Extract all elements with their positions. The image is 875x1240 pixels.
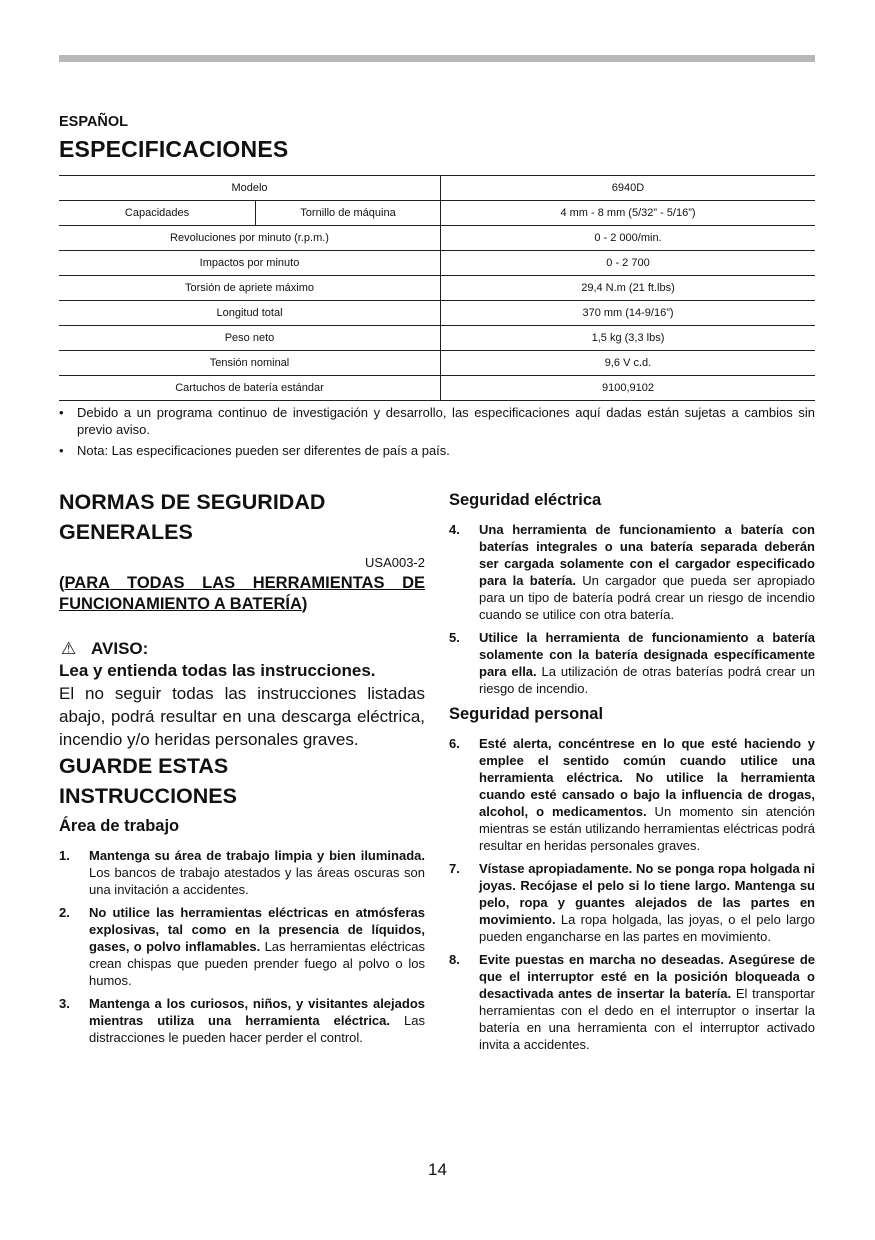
- item-number: 8.: [449, 952, 460, 967]
- list-item: [449, 951, 815, 1053]
- table-row: [59, 226, 815, 251]
- warning-label: AVISO:: [91, 639, 149, 658]
- note-text: Nota: Las especificaciones pueden ser diferentes de país a país.: [77, 443, 450, 458]
- spec-label: Tensión nominal: [59, 351, 441, 376]
- right-column: [449, 489, 815, 1059]
- spec-label: Torsión de apriete máximo: [59, 276, 441, 301]
- spec-sublabel: Tornillo de máquina: [256, 201, 441, 226]
- note-text: Debido a un programa continuo de investigación y desarrollo, las especificaciones aquí dadas están sujetas a cambios sin previo aviso.: [77, 405, 815, 437]
- warning-text: El no seguir todas las instrucciones listadas abajo, podrá resultar en una descarga eléctrica, incendio y/o heridas personales graves.: [59, 684, 425, 749]
- table-row: [59, 251, 815, 276]
- save-instructions-title: [59, 751, 425, 811]
- item-bold: No utilice las herramientas eléctricas en atmósferas explosivas, tal como en la presencia de líquidos, gases, o polvo inflamables.: [89, 905, 425, 954]
- table-row: [59, 201, 815, 226]
- spec-value: 29,4 N.m (21 ft.lbs): [441, 276, 816, 301]
- note-item: [59, 442, 815, 459]
- work-area-heading: Área de trabajo: [59, 817, 180, 835]
- table-row: [59, 376, 815, 401]
- bullet-icon: •: [59, 443, 64, 458]
- language-label: ESPAÑOL: [59, 114, 129, 130]
- safety-title-line1: NORMAS DE SEGURIDAD: [59, 490, 326, 514]
- list-item: [59, 995, 425, 1046]
- spec-notes: [59, 404, 815, 463]
- list-item: [59, 847, 425, 898]
- bullet-icon: •: [59, 405, 64, 420]
- spec-value: 6940D: [441, 176, 816, 201]
- item-number: 3.: [59, 996, 70, 1011]
- item-text: La ropa holgada, las joyas, o el pelo largo pueden engancharse en las partes en movimiento.: [479, 912, 815, 944]
- list-item: [449, 860, 815, 945]
- item-number: 2.: [59, 905, 70, 920]
- warning-triangle-icon: ⚠: [61, 639, 77, 658]
- specifications-title: ESPECIFICACIONES: [59, 136, 289, 162]
- item-bold: Evite puestas en marcha no deseadas. Asegúrese de que el interruptor esté en la posición bloqueada o desactivada antes de insertar la batería.: [479, 952, 815, 1001]
- work-area-list: [59, 847, 425, 1046]
- spec-label: Impactos por minuto: [59, 251, 441, 276]
- personal-safety-heading: Seguridad personal: [449, 705, 604, 723]
- spec-label: Revoluciones por minuto (r.p.m.): [59, 226, 441, 251]
- warning-block: [59, 639, 425, 751]
- left-column: [59, 487, 425, 1052]
- item-number: 6.: [449, 736, 460, 751]
- item-bold: Una herramienta de funcionamiento a batería con baterías integrales o una batería separada deberán ser cargada solamente con el cargador especificado para la batería.: [479, 522, 815, 588]
- item-text: Los bancos de trabajo atestados y las áreas oscuras son una invitación a accidentes.: [89, 865, 425, 897]
- spec-value: 0 - 2 700: [441, 251, 816, 276]
- item-text: Las herramientas eléctricas crean chispas que pueden prender fuego al polvo o los humos.: [89, 939, 425, 988]
- table-row: [59, 276, 815, 301]
- note-item: [59, 404, 815, 438]
- paren-open: (: [59, 574, 65, 592]
- safety-title: [59, 487, 425, 547]
- warning-heading: [59, 639, 425, 659]
- spec-value: 0 - 2 000/min.: [441, 226, 816, 251]
- list-item: [449, 629, 815, 697]
- list-item: [59, 904, 425, 989]
- warning-bold-text: Lea y entienda todas las instrucciones.: [59, 661, 376, 680]
- spec-value: 9,6 V c.d.: [441, 351, 816, 376]
- item-bold: Mantenga su área de trabajo limpia y bien iluminada.: [89, 848, 425, 863]
- table-row: [59, 176, 815, 201]
- item-number: 1.: [59, 848, 70, 863]
- item-number: 5.: [449, 630, 460, 645]
- electrical-safety-heading: Seguridad eléctrica: [449, 491, 602, 509]
- spec-label: Modelo: [59, 176, 441, 201]
- item-number: 4.: [449, 522, 460, 537]
- spec-value: 1,5 kg (3,3 lbs): [441, 326, 816, 351]
- document-code: USA003-2: [365, 555, 425, 570]
- item-bold: Utilice la herramienta de funcionamiento a batería solamente con la batería designada específicamente para ella.: [479, 630, 815, 679]
- spec-value: 4 mm - 8 mm (5/32” - 5/16”): [441, 201, 816, 226]
- electrical-safety-list: [449, 521, 815, 697]
- top-rule: [59, 55, 815, 62]
- list-item: [449, 735, 815, 854]
- item-text: Un momento sin atención mientras se están utilizando herramientas eléctricas podrá resultar en heridas personales graves.: [479, 804, 816, 853]
- item-text: Las distracciones le pueden hacer perder el control.: [89, 1013, 425, 1045]
- save-line2: INSTRUCCIONES: [59, 784, 237, 808]
- item-bold: Vístase apropiadamente. No se ponga ropa holgada ni joyas. Recójase el pelo si lo tiene largo. Mantenga su pelo, ropa y guantes alejados de las partes en movimiento.: [479, 861, 815, 927]
- personal-safety-list: [449, 735, 815, 1053]
- spec-label: Peso neto: [59, 326, 441, 351]
- spec-value: 370 mm (14-9/16”): [441, 301, 816, 326]
- item-bold: Mantenga a los curiosos, niños, y visitantes alejados mientras utiliza una herramienta eléctrica.: [89, 996, 425, 1028]
- item-text: Un cargador que pueda ser apropiado para un tipo de batería podrá crear un riesgo de incendio cuando se utilice con otra batería.: [479, 573, 815, 622]
- item-number: 7.: [449, 861, 460, 876]
- spec-value: 9100,9102: [441, 376, 816, 401]
- table-row: [59, 326, 815, 351]
- table-row: [59, 301, 815, 326]
- item-bold: Esté alerta, concéntrese en lo que esté haciendo y emplee el sentido común cuando utilice una herramienta eléctrica. No utilice la herramienta cuando esté cansado o bajo la influencia de drogas, alcohol, o medicamentos.: [479, 736, 815, 819]
- subtitle-underlined: PARA TODAS LAS HERRAMIENTAS DE FUNCIONAMIENTO A BATERÍA: [59, 574, 425, 613]
- item-text: La utilización de otras baterías podrá crear un riesgo de incendio.: [479, 664, 815, 696]
- item-text: El transportar herramientas con el dedo en el interruptor o insertar la batería en una herramienta con el interruptor activado invita a accidentes.: [479, 986, 815, 1052]
- spec-label: Capacidades: [59, 201, 256, 226]
- safety-subtitle: [59, 573, 425, 615]
- page-number: 14: [428, 1160, 447, 1179]
- specifications-table: [59, 175, 815, 401]
- paren-close: ): [301, 595, 308, 613]
- save-line1: GUARDE ESTAS: [59, 754, 229, 778]
- list-item: [449, 521, 815, 623]
- table-row: [59, 351, 815, 376]
- spec-label: Longitud total: [59, 301, 441, 326]
- safety-title-line2: GENERALES: [59, 520, 193, 544]
- spec-label: Cartuchos de batería estándar: [59, 376, 441, 401]
